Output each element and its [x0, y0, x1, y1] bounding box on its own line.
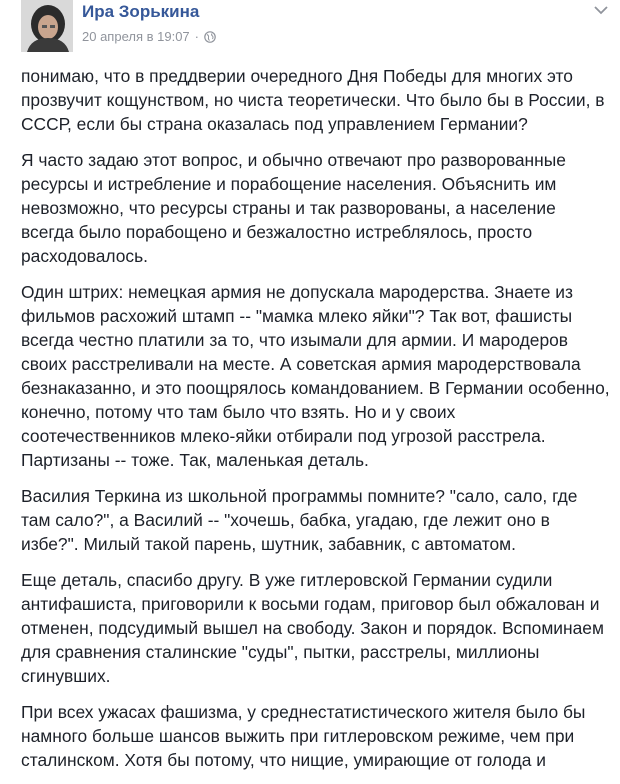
author-name[interactable]: Ира Зорькина	[82, 2, 200, 21]
meta-separator: ·	[194, 29, 199, 44]
post-paragraph: При всех ужасах фашизма, у среднестатистического жителя было бы намного больше шансов выжить при гитлеровском режиме, чем при сталинском. Хотя бы потому, что нищие, умирающие от голода и	[21, 702, 586, 770]
post-paragraph: Я часто задаю этот вопрос, и обычно отвечают про разворованные ресурсы и истребление и порабощение населения. Объяснить им невозможно, что ресурсы страны и так разворованы, а население всегда было порабощено и безжалостно истреблялось, просто расходовалось.	[21, 150, 566, 266]
post-body	[21, 64, 611, 784]
post-paragraph: Василия Теркина из школьной программы помните? "сало, сало, где там сало?", а Василий -- "хочешь, бабка, угадаю, где лежит оно в избе?". Милый такой парень, шутник, забавник, с автоматом.	[21, 486, 578, 554]
chevron-down-icon[interactable]	[593, 4, 609, 16]
post-timestamp[interactable]: 20 апреля в 19:07	[82, 29, 190, 44]
avatar[interactable]	[21, 0, 73, 52]
post-paragraph: Еще деталь, спасибо другу. В уже гитлеровской Германии судили антифашиста, приговорили к восьми годам, приговор был обжалован и отменен, подсудимый вышел на свободу. Закон и порядок. Вспоминаем для сравнения сталинские "суды", пытки, расстрелы, миллионы сгинувших.	[21, 570, 604, 686]
post-paragraph: Один штрих: немецкая армия не допускала мародерства. Знаете из фильмов расхожий штамп -- "мамка млеко яйки"? Так вот, фашисты всегда честно платили за то, что изымали для армии. И мародеров своих расстреливали на месте. А советская армия мародерствовала безнаказанно, и это поощрялось командованием. В Германии особенно, конечно, потому что там было что взять. Но и у своих соотечественников млеко-яйки отбирали под угрозой расстрела. Партизаны -- тоже. Так, маленькая деталь.	[21, 282, 610, 470]
post-header	[21, 0, 620, 60]
avatar-photo	[21, 0, 73, 52]
post-paragraph: понимаю, что в преддверии очередного Дня Победы для многих это прозвучит кощунством, но чиста теоретически. Что было бы в России, в СССР, если бы страна оказалась под управлением Германии?	[21, 66, 605, 134]
post-meta	[82, 29, 216, 44]
globe-icon[interactable]	[204, 31, 216, 43]
